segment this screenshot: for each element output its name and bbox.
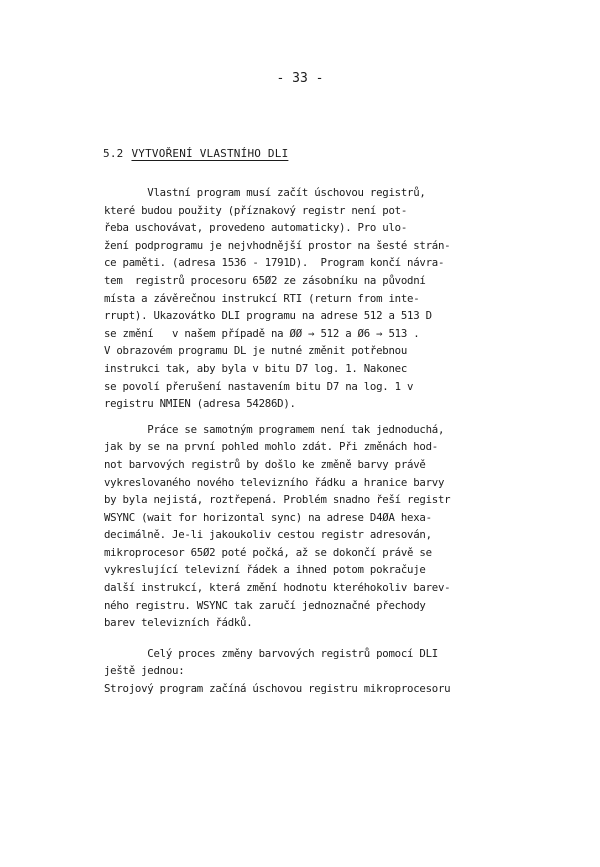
paragraph-spacer (104, 632, 524, 645)
text-line: barev televizních řádků. (104, 616, 253, 630)
text-line: Vlastní program musí začít úschovou registrů, (104, 186, 426, 199)
body-text (104, 184, 524, 698)
text-line: rrupt). Ukazovátko DLI programu na adrese 512 a 513 D (104, 309, 432, 323)
text-line: se změní v našem případě na ØØ → 512 a Ø6 → 513 . (104, 326, 420, 340)
text-line: tem registrů procesoru 65Ø2 ze zásobníku na původní (104, 273, 426, 287)
text-line: vykreslovaného nového televizního řádku a hranice barvy (104, 475, 445, 489)
section-number: 5.2 (103, 147, 124, 160)
text-line: vykreslující televizní řádek a ihned potom pokračuje (104, 563, 426, 577)
paragraph-wsync (104, 421, 524, 632)
text-line: ného registru. WSYNC tak zaručí jednoznačné přechody (104, 598, 426, 612)
page-number: - 33 - (276, 71, 324, 86)
paragraph-dli-routine (104, 184, 524, 413)
text-line: řeba uschovávat, provedeno automaticky). Pro ulo- (104, 221, 408, 235)
text-line: WSYNC (wait for horizontal sync) na adrese D4ØA hexa- (104, 510, 432, 524)
text-line: další instrukcí, která změní hodnotu kteréhokoliv barev- (104, 581, 451, 595)
text-line: mikroprocesor 65Ø2 poté počká, až se dokončí právě se (104, 545, 432, 559)
text-line: by byla nejistá, roztřepená. Problém snadno řeší registr (104, 493, 451, 507)
text-line: žení podprogramu je nejvhodnější prostor na šesté strán- (104, 238, 451, 252)
text-line: decimálně. Je-li jakoukoliv cestou registr adresován, (104, 528, 432, 542)
text-line: registru NMIEN (adresa 54286D). (104, 397, 296, 411)
text-line: se povolí přerušení nastavením bitu D7 na log. 1 v (104, 379, 414, 393)
text-line: Celý proces změny barvových registrů pomocí DLI (104, 646, 438, 660)
text-line: not barvových registrů by došlo ke změně barvy právě (104, 457, 426, 471)
text-line: V obrazovém programu DL je nutné změnit potřebnou (104, 344, 408, 358)
paragraph-summary (104, 645, 524, 698)
text-line: ce paměti. (adresa 1536 - 1791D). Program končí návra- (104, 256, 445, 270)
text-line: ještě jednou: (104, 664, 185, 678)
section-title: VYTVOŘENÍ VLASTNÍHO DLI (131, 147, 289, 160)
paragraph-spacer (104, 413, 524, 421)
text-line: Strojový program začíná úschovou registru mikroprocesoru (104, 682, 451, 696)
text-line: místa a závěrečnou instrukcí RTI (return from inte- (104, 291, 420, 305)
text-line: Práce se samotným programem není tak jednoduchá, (104, 422, 445, 436)
text-line: které budou použity (příznakový registr není pot- (104, 203, 408, 217)
text-line: instrukci tak, aby byla v bitu D7 log. 1. Nakonec (104, 361, 408, 375)
section-heading (103, 147, 288, 160)
text-line: jak by se na první pohled mohlo zdát. Při změnách hod- (104, 440, 438, 454)
